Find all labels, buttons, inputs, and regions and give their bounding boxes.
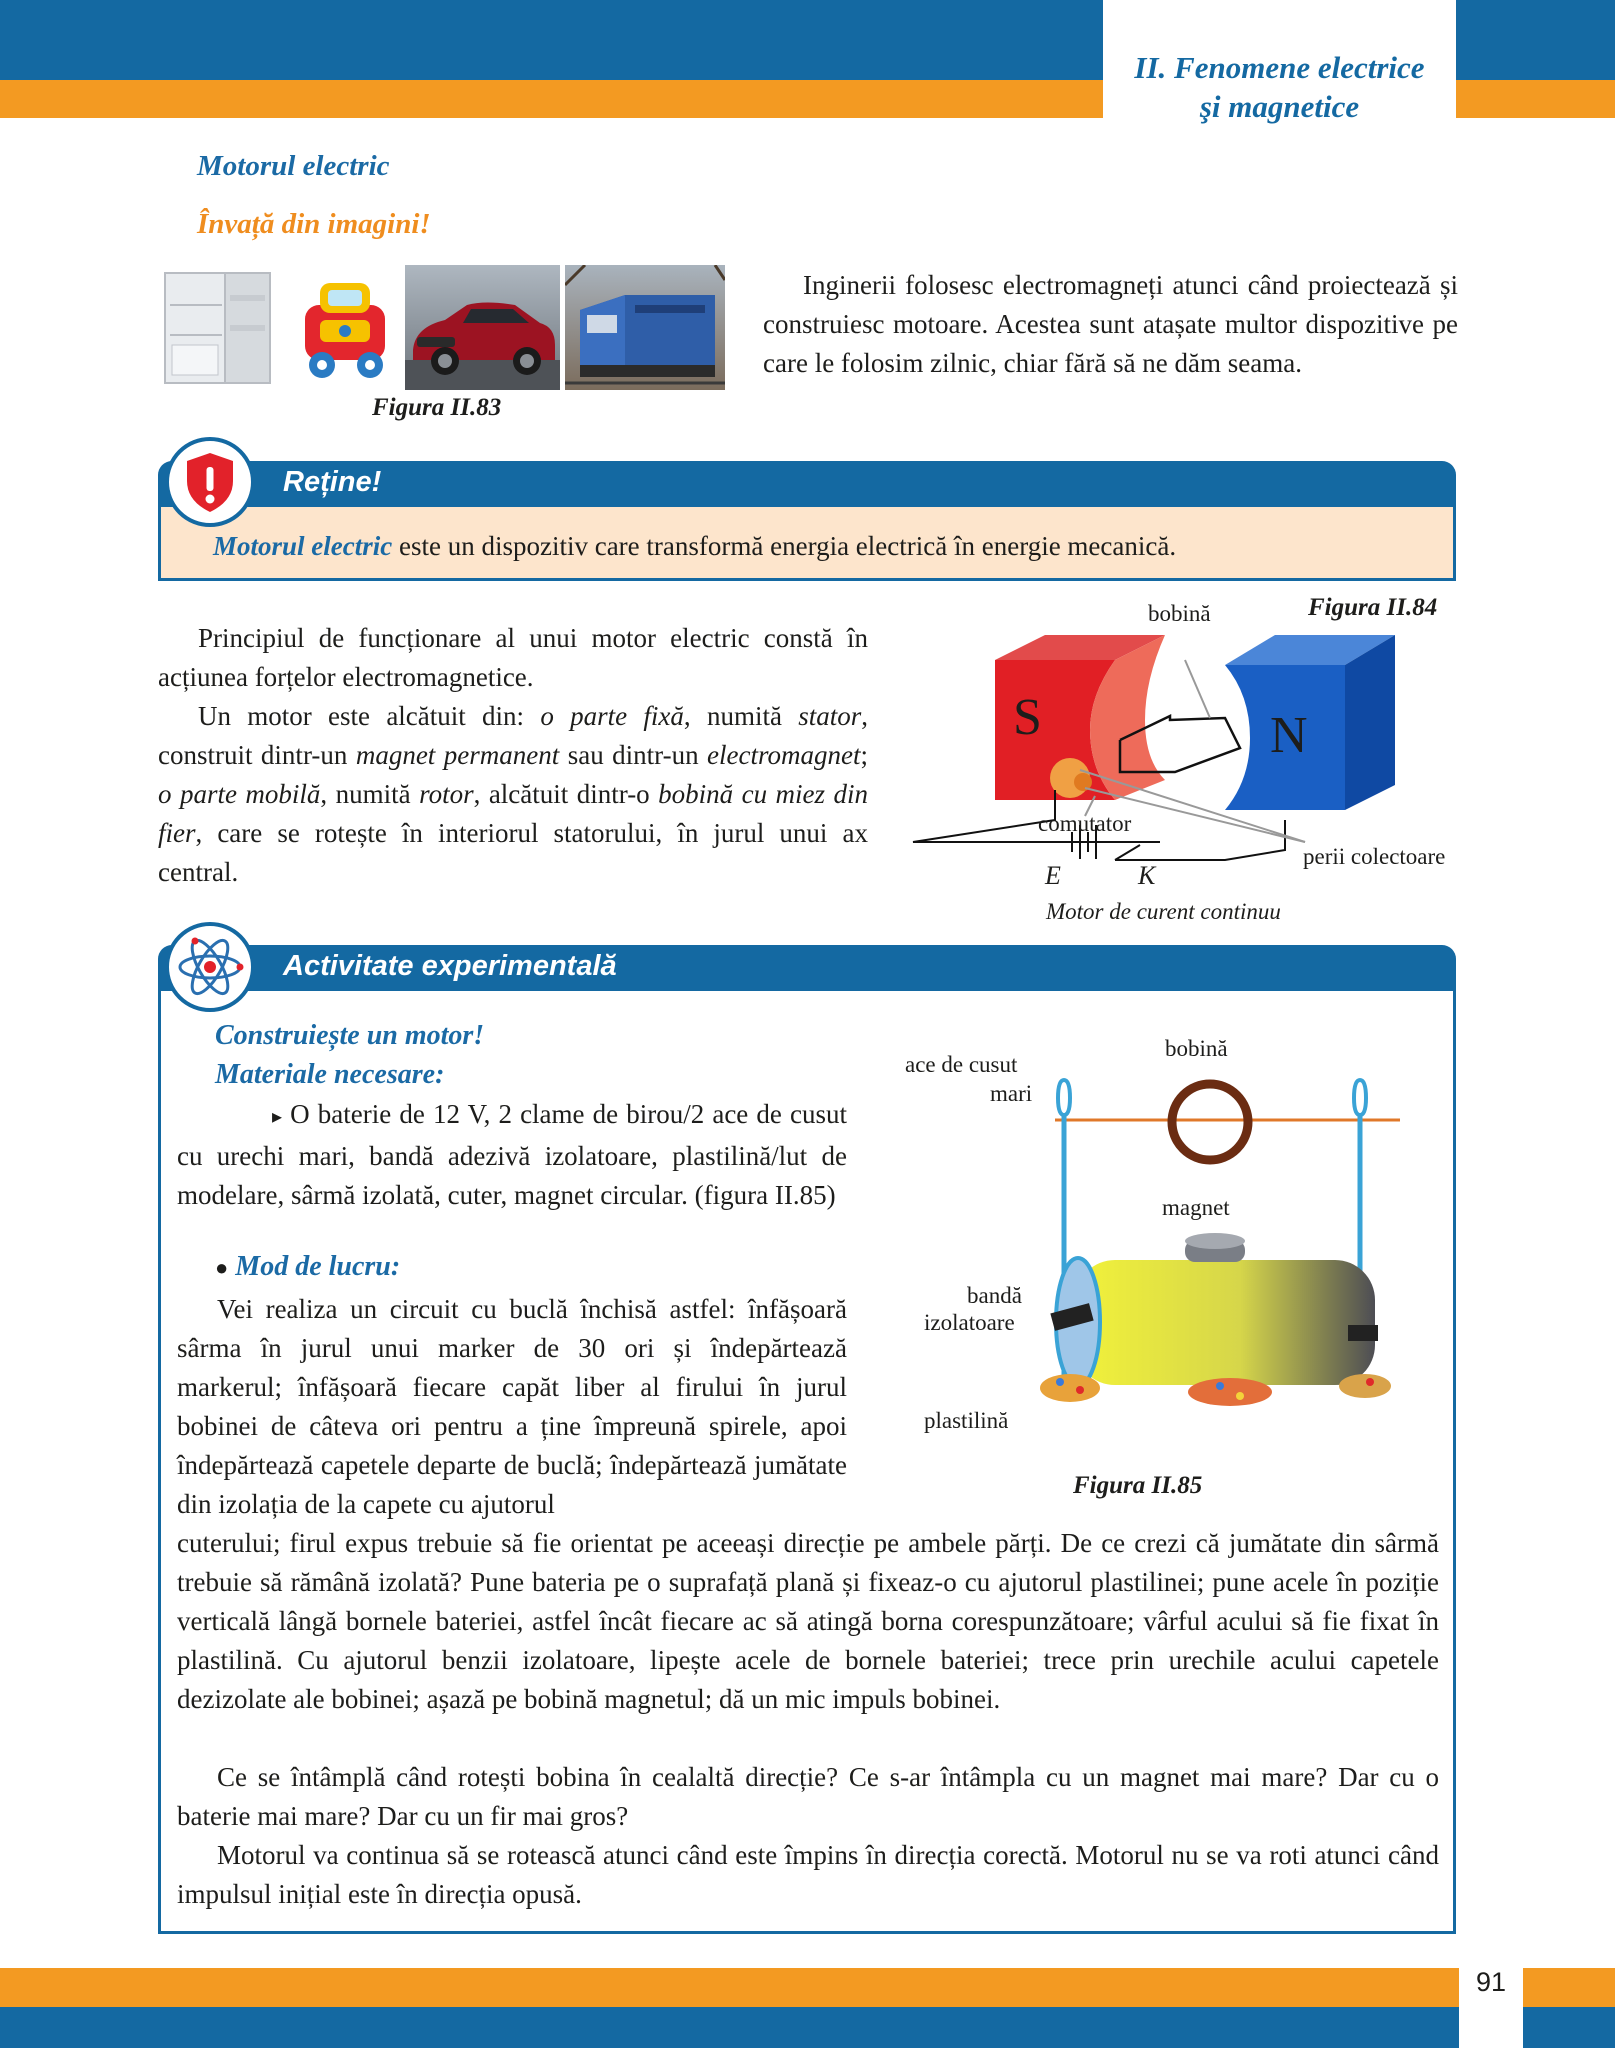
battery [1075, 1260, 1375, 1385]
figure-83-caption: Figura II.83 [372, 394, 502, 421]
retine-definition: este un dispozitiv care transformă energia electrică în energie mecanică. [392, 531, 1177, 561]
figure-84-caption: Figura II.84 [1308, 594, 1438, 621]
answer-text: Motorul va continua să se rotească atunci când este împins în direcția corectă. Motorul nu se va roti atunci când impulsul inițial este în direcția opusă. [177, 1840, 1439, 1909]
build-heading: Construiește un motor! [215, 1020, 485, 1051]
materials-text [177, 1095, 847, 1215]
text-run: sau dintr-un [559, 740, 708, 770]
page-number: 91 [1475, 1967, 1507, 1997]
tape-right [1348, 1325, 1378, 1341]
text-run: ; [860, 740, 868, 770]
method-heading: Mod de lucru: [235, 1251, 401, 1282]
toy-truck-image [290, 265, 400, 390]
plasticine-dot [1216, 1382, 1224, 1390]
plasticine-dot [1366, 1378, 1374, 1386]
footer-orange-bar [0, 1968, 1615, 2007]
chapter-title-line2: şi magnetice [1199, 89, 1360, 124]
figure-83 [160, 265, 725, 390]
method-text-top: Vei realiza un circuit cu buclă închisă astfel: înfășoară sârma în jurul unui marker de 30 ori și îndepărtează markerul; înfășoară fiecare capăt liber al firului în jurul bobinei de câteva ori pentru a ține împreună spirele, apoi îndepărtează capetele departe de buclă; îndepărtează jumătate din izolația de la capete cu ajutorul [177, 1294, 847, 1519]
bobina-pointer [1185, 660, 1210, 718]
question-text: Ce se întâmplă când rotești bobina în cealaltă direcție? Ce s-ar întâmpla cu un magnet mai mare? Dar cu o baterie mai mare? Dar cu un fir mai gros? [177, 1762, 1439, 1831]
figure-85-caption: Figura II.85 [1073, 1472, 1203, 1499]
plasticine-middle [1188, 1378, 1272, 1406]
coil [1172, 1084, 1248, 1160]
figure-85-diagram [1030, 1060, 1430, 1440]
fig84-label-bobina: bobină [1148, 601, 1211, 626]
switch [1115, 845, 1140, 860]
text-run-italic: rotor [419, 779, 474, 809]
plasticine-dot [1076, 1386, 1084, 1394]
footer-blue-bar [0, 2007, 1615, 2048]
activity-icon-circle [165, 922, 255, 1012]
retine-box [158, 461, 1456, 581]
fig85-label-magnet: magnet [1162, 1195, 1230, 1220]
text-run: Un motor este alcătuit din: [198, 701, 541, 731]
materials-heading: Materiale necesare: [215, 1059, 445, 1090]
section-title: Motorul electric [197, 150, 390, 182]
method-text-bottom: cuterului; firul expus trebuie să fie orientat pe aceeași direcție pe ambele părți. De ce crezi că jumătate din sârmă trebuie să rămână izolată? Pune bateria pe o suprafață plană și fixeaz-o cu ajutorul plastilinei; pune acele în poziție verticală lângă bornele bateriei, astfel încât fiecare ac să atingă borna corespunzătoare; vârful acului să fie fixat în plastilină. Cu ajutorul benzii izolatoare, lipește acele de bornele bateriei; trece prin urechile acului capetele dezizolate ale bobinei; așază pe bobină magnetul; dă un mic impuls bobinei. [177, 1528, 1439, 1714]
retine-term: Motorul electric [213, 531, 393, 561]
fig84-label-k: K [1138, 861, 1156, 890]
principle-paragraph-1: Principiul de funcționare al unui motor electric constă în acțiunea forțelor electromagnetice. [158, 623, 868, 692]
needle-eye-left [1058, 1080, 1070, 1115]
plasticine-dot [1236, 1392, 1244, 1400]
triangle-bullet-icon: ▸ [272, 1106, 283, 1128]
text-run-italic: stator [798, 701, 862, 731]
materials-description: O baterie de 12 V, 2 clame de birou/2 ace de cusut cu urechi mari, bandă adezivă izolatoare, plastilină/lut de modelare, sârmă izolată, cuter, magnet circular. (figura II.85) [177, 1099, 848, 1210]
fig84-label-perii: perii colectoare [1303, 844, 1446, 869]
fig84-label-e: E [1045, 861, 1061, 890]
needle-eye-right [1354, 1080, 1366, 1115]
plasticine-dot [1056, 1378, 1064, 1386]
plasticine-left [1040, 1374, 1100, 1402]
text-run: , numită [320, 779, 420, 809]
fig84-label-comutator: comutator [1038, 811, 1132, 836]
bullet-dot-icon: ● [215, 1255, 229, 1280]
fig85-label-ace-2: mari [990, 1081, 1033, 1106]
retine-icon-circle [165, 437, 255, 527]
chapter-title [1103, 48, 1456, 126]
fig84-label-n: N [1270, 707, 1308, 764]
locomotive-image [565, 265, 725, 390]
retine-text [213, 531, 1176, 562]
text-run: , construit dintr-un [158, 701, 868, 770]
fig85-label-banda-1: bandă [967, 1283, 1022, 1308]
intro-paragraph: Inginerii folosesc electromagneți atunci când proiectează și construiesc motoare. Acestea sunt atașate multor dispozitive pe care le folosim zilnic, chiar fără să ne dăm seama. [763, 270, 1458, 378]
fig85-label-plastilina: plastilină [924, 1408, 1009, 1433]
text-run: , alcătuit dintr-o [473, 779, 659, 809]
fig85-label-ace-1: ace de cusut [905, 1052, 1018, 1077]
circuit-wire-right [1115, 820, 1285, 860]
n-magnet-side [1345, 635, 1395, 810]
fig85-label-bobina: bobină [1165, 1036, 1228, 1061]
fig85-label-banda-2: izolatoare [924, 1310, 1015, 1335]
car-image [405, 265, 560, 390]
text-run: , care se rotește în interiorul statorului, în jurul unui ax central. [158, 818, 868, 887]
method-heading-line [215, 1251, 400, 1283]
shield-exclamation-icon [169, 441, 251, 523]
text-run-italic: bobină cu miez din fier [158, 779, 868, 848]
chapter-title-line1: II. Fenomene electrice [1134, 50, 1425, 85]
activity-title: Activitate experimentală [283, 950, 617, 982]
text-run-italic: o parte mobilă [158, 779, 321, 809]
text-run-italic: electromagnet [707, 740, 861, 770]
atom-icon [169, 926, 251, 1008]
text-run-italic: o parte fixă [540, 701, 684, 731]
fig84-subtitle: Motor de curent continuu [1046, 899, 1281, 924]
magnet-top [1185, 1233, 1245, 1249]
text-run: , numită [683, 701, 799, 731]
learn-heading: Învață din imagini! [197, 208, 431, 240]
principle-paragraph-2 [158, 697, 868, 892]
text-run-italic: magnet permanent [355, 740, 560, 770]
plasticine-right [1339, 1374, 1391, 1398]
fig84-label-s: S [1013, 689, 1042, 746]
fridge-image [160, 265, 285, 390]
retine-title: Reține! [283, 466, 382, 498]
